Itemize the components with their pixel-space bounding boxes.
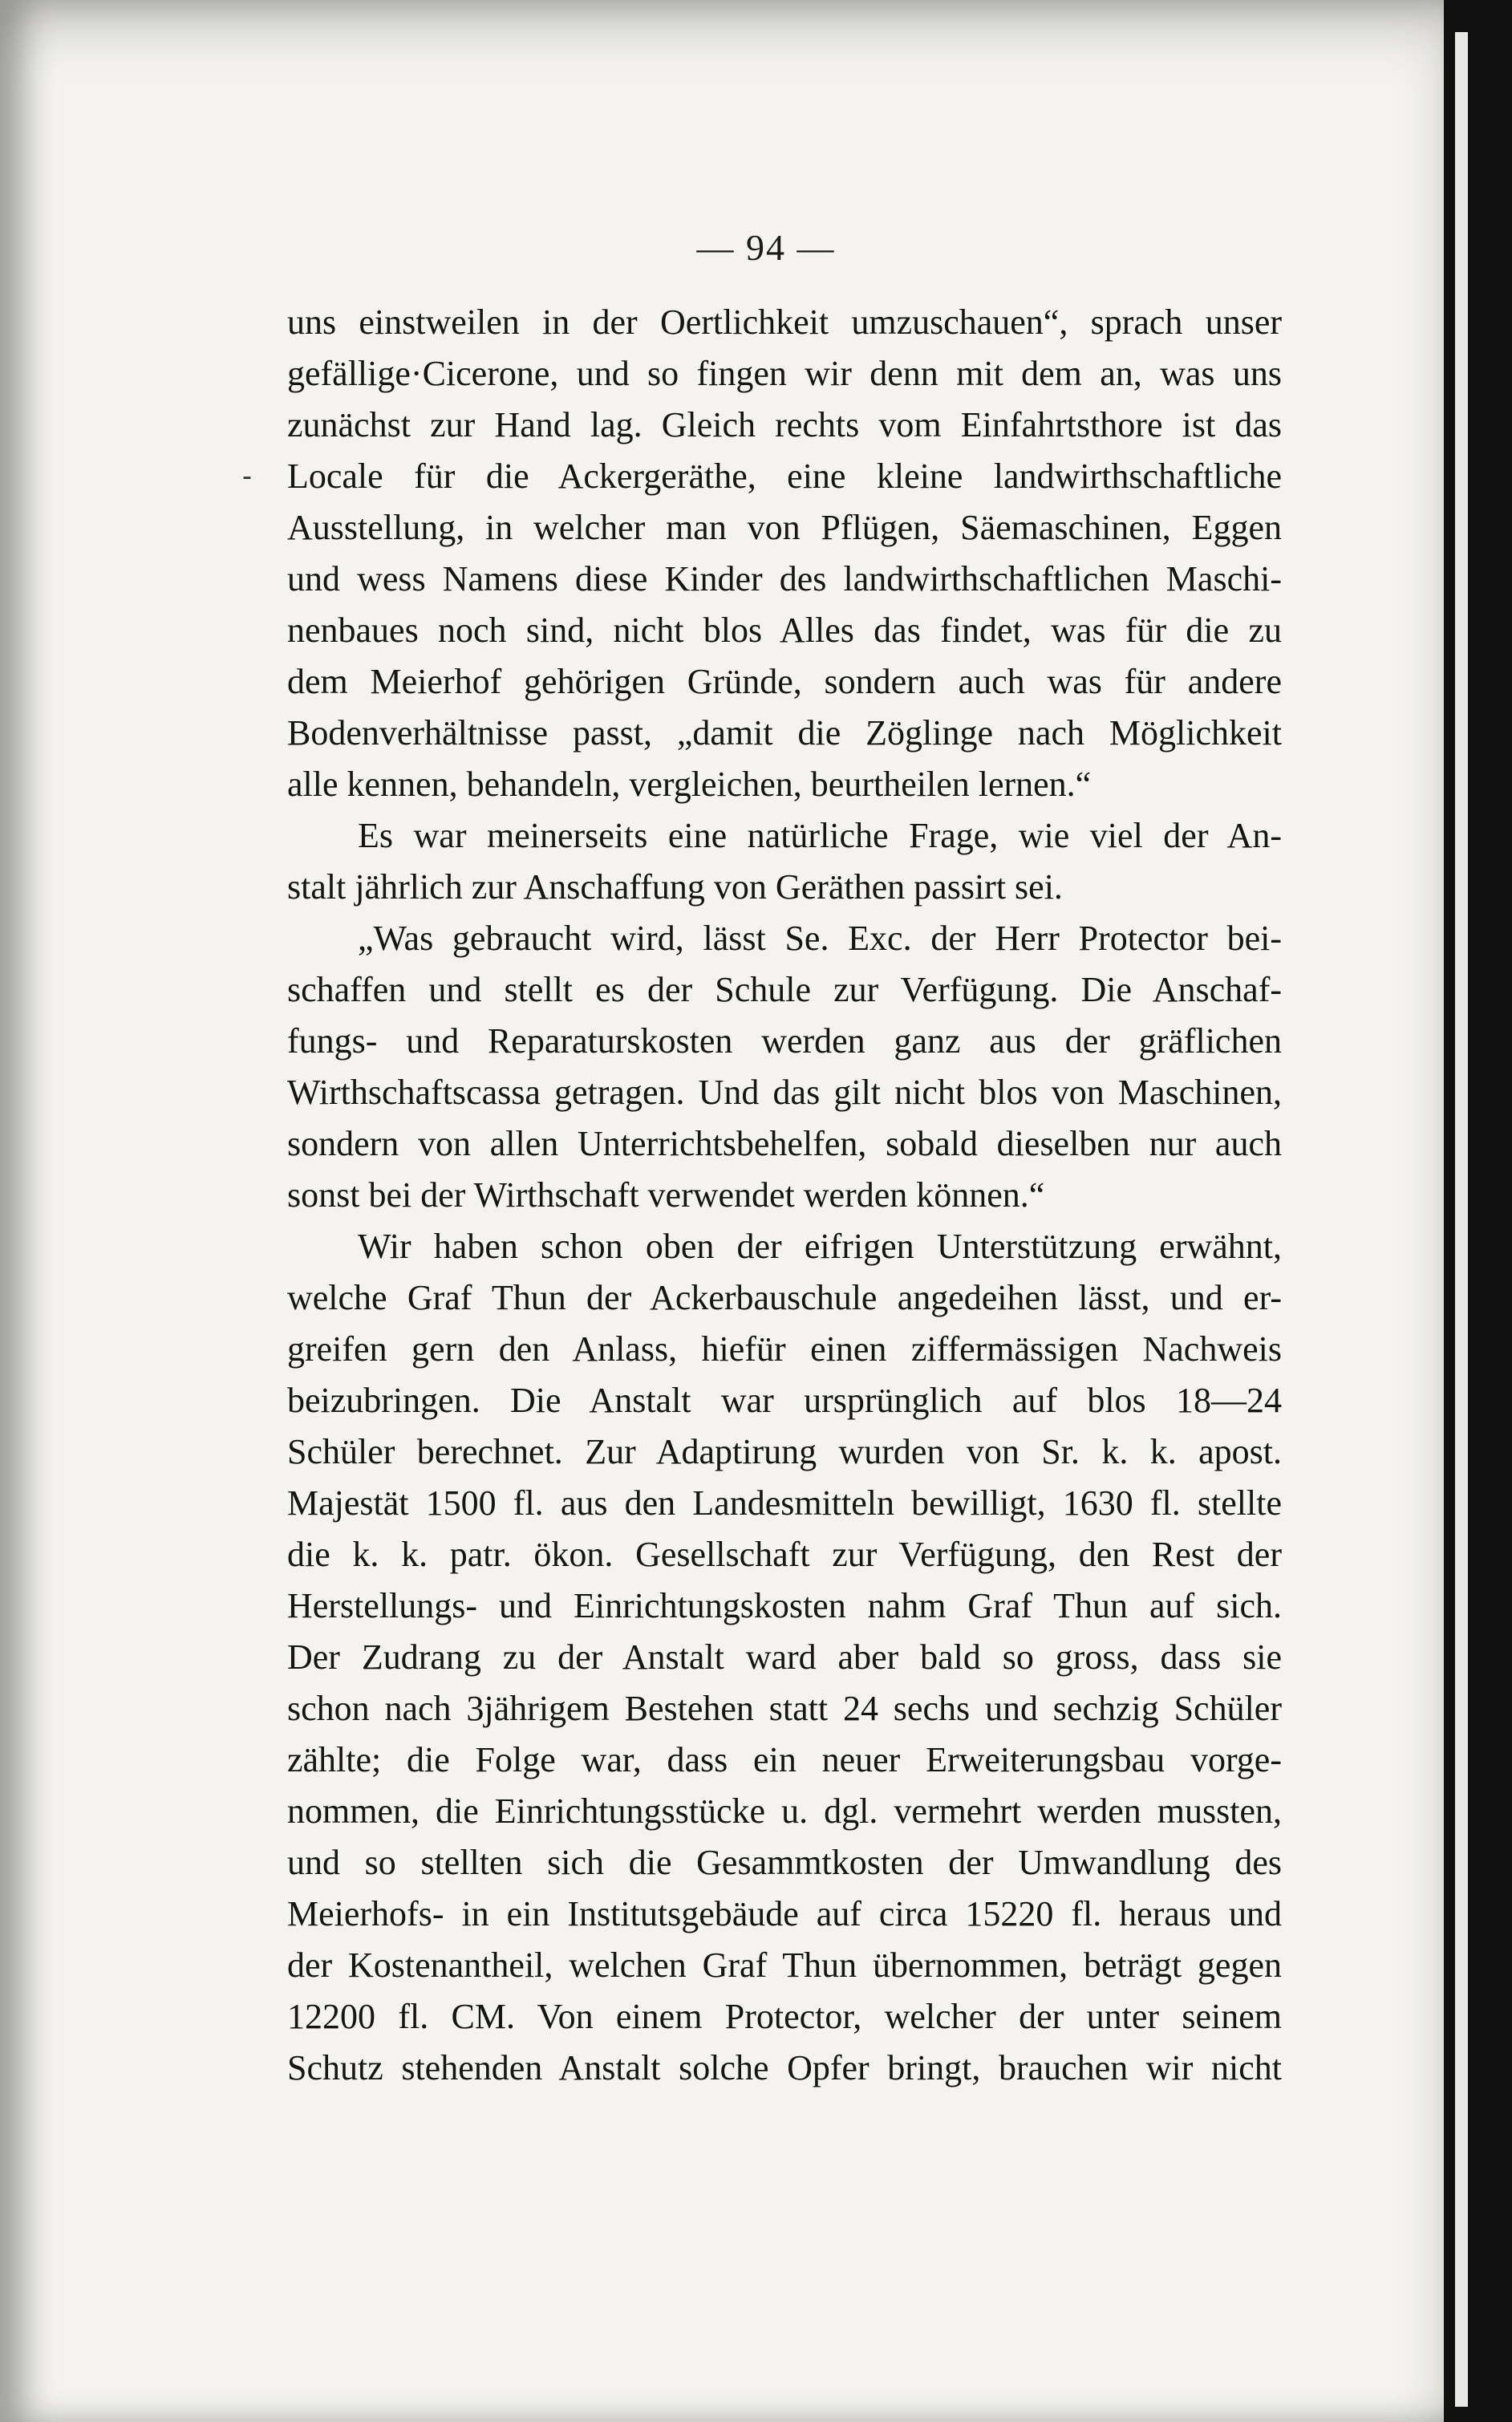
- text-line: Meierhofs- in ein Institutsgebäude auf circa 15220 fl. heraus und: [287, 1894, 1282, 1933]
- text-line: schaffen und stellt es der Schule zur Verfügung. Die Anschaf-: [287, 970, 1282, 1009]
- text-line: alle kennen, behandeln, vergleichen, beurtheilen lernen.“: [287, 765, 1092, 804]
- body-text: [287, 297, 1282, 2094]
- text-line: Herstellungs- und Einrichtungskosten nahm Graf Thun auf sich.: [287, 1586, 1282, 1625]
- text-line: Locale für die Ackergeräthe, eine kleine landwirthschaftliche: [287, 456, 1282, 496]
- text-line: fungs- und Reparaturskosten werden ganz aus der gräflichen: [287, 1021, 1282, 1061]
- text-line: Schutz stehenden Anstalt solche Opfer bringt, brauchen wir nicht: [287, 2048, 1282, 2087]
- page-number: — 94 —: [696, 227, 836, 268]
- text-line: Wirthschaftscassa getragen. Und das gilt nicht blos von Maschinen,: [287, 1073, 1282, 1112]
- text-line: sondern von allen Unterrichtsbehelfen, sobald dieselben nur auch: [287, 1124, 1282, 1163]
- text-line: gefällige·Cicerone, und so fingen wir denn mit dem an, was uns: [287, 354, 1282, 393]
- text-line: Wir haben schon oben der eifrigen Unterstützung erwähnt,: [358, 1227, 1282, 1266]
- next-page-edge: [1455, 32, 1468, 2407]
- text-line: Es war meinerseits eine natürliche Frage, wie viel der An-: [358, 816, 1282, 855]
- text-line: uns einstweilen in der Oertlichkeit umzuschauen“, sprach unser: [287, 302, 1282, 342]
- text-line: der Kostenantheil, welchen Graf Thun übernommen, beträgt gegen: [287, 1945, 1282, 1985]
- book-edge: [1444, 0, 1512, 2422]
- text-line: Bodenverhältnisse passt, „damit die Zöglinge nach Möglichkeit: [287, 713, 1282, 753]
- text-line: zunächst zur Hand lag. Gleich rechts vom Einfahrtsthore ist das: [287, 405, 1282, 444]
- text-line: Schüler berechnet. Zur Adaptirung wurden von Sr. k. k. apost.: [287, 1432, 1282, 1471]
- text-line: „Was gebraucht wird, lässt Se. Exc. der Herr Protector bei-: [358, 919, 1282, 958]
- text-line: Majestät 1500 fl. aus den Landesmitteln bewilligt, 1630 fl. stellte: [287, 1483, 1282, 1523]
- text-line: schon nach 3jährigem Bestehen statt 24 sechs und sechzig Schüler: [287, 1689, 1282, 1728]
- margin-mark: -: [242, 459, 252, 492]
- text-line: nenbaues noch sind, nicht blos Alles das findet, was für die zu: [287, 611, 1282, 650]
- text-line: dem Meierhof gehörigen Gründe, sondern auch was für andere: [287, 662, 1282, 701]
- text-line: Ausstellung, in welcher man von Pflügen, Säemaschinen, Eggen: [287, 508, 1282, 547]
- text-line: die k. k. patr. ökon. Gesellschaft zur Verfügung, den Rest der: [287, 1535, 1282, 1574]
- text-line: und so stellten sich die Gesammtkosten der Umwandlung des: [287, 1843, 1282, 1882]
- text-line: sonst bei der Wirthschaft verwendet werden können.“: [287, 1175, 1045, 1215]
- text-line: und wess Namens diese Kinder des landwirthschaftlichen Maschi-: [287, 559, 1282, 598]
- text-line: stalt jährlich zur Anschaffung von Geräthen passirt sei.: [287, 867, 1063, 907]
- text-line: beizubringen. Die Anstalt war ursprünglich auf blos 18—24: [287, 1381, 1282, 1420]
- text-line: nommen, die Einrichtungsstücke u. dgl. vermehrt werden mussten,: [287, 1791, 1282, 1831]
- text-line: Der Zudrang zu der Anstalt ward aber bald so gross, dass sie: [287, 1637, 1282, 1677]
- text-line: 12200 fl. CM. Von einem Protector, welcher der unter seinem: [287, 1997, 1282, 2036]
- text-line: greifen gern den Anlass, hiefür einen ziffermässigen Nachweis: [287, 1329, 1282, 1369]
- text-line: welche Graf Thun der Ackerbauschule angedeihen lässt, und er-: [287, 1278, 1282, 1317]
- text-line: zählte; die Folge war, dass ein neuer Erweiterungsbau vorge-: [287, 1740, 1282, 1779]
